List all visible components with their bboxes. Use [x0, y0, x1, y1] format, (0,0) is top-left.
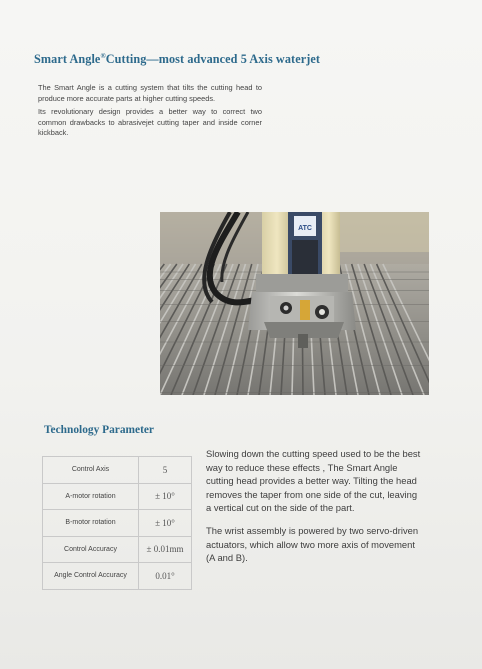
param-label: B-motor rotation: [43, 510, 139, 537]
param-label: Control Accuracy: [43, 536, 139, 563]
head-label: ATC: [298, 225, 312, 232]
table-row: [43, 483, 192, 510]
heading-product-name: Smart Angle: [34, 52, 101, 67]
table-row: [43, 563, 192, 590]
table-row: [43, 510, 192, 537]
param-label: Angle Control Accuracy: [43, 563, 139, 590]
page-heading: [34, 52, 474, 67]
registered-mark: ®: [100, 52, 106, 60]
param-value: ± 0.01mm: [139, 536, 192, 563]
param-label: Control Axis: [43, 457, 139, 484]
table-row: [43, 536, 192, 563]
heading-subtitle: Cutting—most advanced 5 Axis waterjet: [105, 52, 321, 67]
description-paragraph-2: The wrist assembly is powered by two servo-driven actuators, which allow two more axis of movement (A and B).: [206, 524, 419, 564]
description-text: [206, 447, 422, 565]
table-row: [43, 457, 192, 484]
cutting-head-illustration: [160, 212, 429, 395]
param-value: 5: [139, 457, 192, 484]
technology-parameter-title: Technology Parameter: [44, 424, 154, 436]
param-value: 0.01°: [139, 563, 192, 590]
description-paragraph-1: Slowing down the cutting speed used to be the best way to reduce these effects , The Smart Angle cutting head provides a better way. Tilting the head removes the taper from one side of the cut, leaving a vertical cut on the side of the part.: [206, 448, 421, 514]
intro-paragraph-2: Its revolutionary design provides a better way to correct two common drawbacks to abrasivejet cutting taper and inside corner kickback.: [38, 107, 262, 137]
parameter-table: [42, 456, 192, 590]
param-value: ± 10°: [139, 510, 192, 537]
param-value: ± 10°: [139, 483, 192, 510]
param-label: A-motor rotation: [43, 483, 139, 510]
intro-text: [38, 83, 262, 139]
cutting-head-photo: [160, 212, 429, 395]
intro-paragraph-1: The Smart Angle is a cutting system that tilts the cutting head to produce more accurate parts at higher cutting speeds.: [38, 83, 262, 103]
